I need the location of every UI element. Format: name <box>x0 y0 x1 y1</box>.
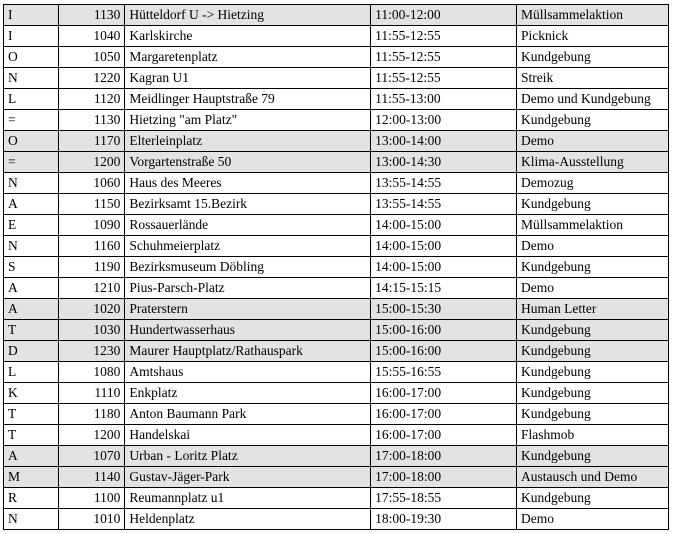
table-row[interactable] <box>4 446 669 467</box>
location-cell[interactable]: Haus des Meeres <box>125 173 371 194</box>
postal-code-cell[interactable]: 1150 <box>59 194 125 215</box>
letter-cell[interactable]: S <box>4 257 59 278</box>
event-schedule-table <box>3 4 669 530</box>
letter-cell[interactable]: N <box>4 509 59 530</box>
time-cell[interactable]: 15:00-16:00 <box>371 320 517 341</box>
postal-code-cell[interactable]: 1060 <box>59 173 125 194</box>
postal-code-cell[interactable]: 1070 <box>59 446 125 467</box>
event-type-cell[interactable]: Flashmob <box>516 425 668 446</box>
location-cell[interactable]: Enkplatz <box>125 383 371 404</box>
time-cell[interactable]: 17:55-18:55 <box>371 488 517 509</box>
time-cell[interactable]: 13:00-14:30 <box>371 152 517 173</box>
postal-code-cell[interactable]: 1120 <box>59 89 125 110</box>
postal-code-cell[interactable]: 1140 <box>59 467 125 488</box>
postal-code-cell[interactable]: 1100 <box>59 488 125 509</box>
letter-cell[interactable]: T <box>4 404 59 425</box>
event-type-cell[interactable]: Demo <box>516 131 668 152</box>
table-row[interactable] <box>4 467 669 488</box>
postal-code-cell[interactable]: 1220 <box>59 68 125 89</box>
table-row[interactable] <box>4 320 669 341</box>
table-row[interactable] <box>4 425 669 446</box>
event-type-cell[interactable]: Kundgebung <box>516 110 668 131</box>
event-type-cell[interactable]: Picknick <box>516 26 668 47</box>
event-type-cell[interactable]: Demo <box>516 509 668 530</box>
table-row[interactable] <box>4 215 669 236</box>
postal-code-cell[interactable]: 1190 <box>59 257 125 278</box>
location-cell[interactable]: Maurer Hauptplatz/Rathauspark <box>125 341 371 362</box>
time-cell[interactable]: 16:00-17:00 <box>371 425 517 446</box>
time-cell[interactable]: 15:00-15:30 <box>371 299 517 320</box>
time-cell[interactable]: 16:00-17:00 <box>371 404 517 425</box>
event-type-cell[interactable]: Kundgebung <box>516 47 668 68</box>
letter-cell[interactable]: T <box>4 320 59 341</box>
letter-cell[interactable]: A <box>4 299 59 320</box>
letter-cell[interactable]: A <box>4 446 59 467</box>
letter-cell[interactable]: K <box>4 383 59 404</box>
time-cell[interactable]: 11:55-12:55 <box>371 68 517 89</box>
location-cell[interactable]: Meidlinger Hauptstraße 79 <box>125 89 371 110</box>
location-cell[interactable]: Amtshaus <box>125 362 371 383</box>
table-row[interactable] <box>4 173 669 194</box>
time-cell[interactable]: 12:00-13:00 <box>371 110 517 131</box>
time-cell[interactable]: 14:00-15:00 <box>371 257 517 278</box>
letter-cell[interactable]: O <box>4 131 59 152</box>
time-cell[interactable]: 14:00-15:00 <box>371 215 517 236</box>
time-cell[interactable]: 11:55-13:00 <box>371 89 517 110</box>
location-cell[interactable]: Bezirksamt 15.Bezirk <box>125 194 371 215</box>
postal-code-cell[interactable]: 1090 <box>59 215 125 236</box>
event-type-cell[interactable]: Human Letter <box>516 299 668 320</box>
time-cell[interactable]: 11:55-12:55 <box>371 47 517 68</box>
time-cell[interactable]: 13:55-14:55 <box>371 194 517 215</box>
time-cell[interactable]: 17:00-18:00 <box>371 446 517 467</box>
table-row[interactable] <box>4 89 669 110</box>
event-type-cell[interactable]: Kundgebung <box>516 320 668 341</box>
event-type-cell[interactable]: Demozug <box>516 173 668 194</box>
location-cell[interactable]: Elterleinplatz <box>125 131 371 152</box>
table-row[interactable] <box>4 404 669 425</box>
letter-cell[interactable]: N <box>4 173 59 194</box>
table-row[interactable] <box>4 152 669 173</box>
time-cell[interactable]: 14:00-15:00 <box>371 236 517 257</box>
letter-cell[interactable]: O <box>4 47 59 68</box>
event-type-cell[interactable]: Kundgebung <box>516 257 668 278</box>
letter-cell[interactable]: L <box>4 89 59 110</box>
location-cell[interactable]: Schuhmeierplatz <box>125 236 371 257</box>
location-cell[interactable]: Gustav-Jäger-Park <box>125 467 371 488</box>
postal-code-cell[interactable]: 1160 <box>59 236 125 257</box>
postal-code-cell[interactable]: 1110 <box>59 383 125 404</box>
event-type-cell[interactable]: Kundgebung <box>516 383 668 404</box>
postal-code-cell[interactable]: 1040 <box>59 26 125 47</box>
event-type-cell[interactable]: Müllsammelaktion <box>516 5 668 26</box>
postal-code-cell[interactable]: 1210 <box>59 278 125 299</box>
event-type-cell[interactable]: Müllsammelaktion <box>516 215 668 236</box>
table-row[interactable] <box>4 299 669 320</box>
letter-cell[interactable]: R <box>4 488 59 509</box>
event-type-cell[interactable]: Demo <box>516 278 668 299</box>
table-row[interactable] <box>4 110 669 131</box>
location-cell[interactable]: Urban - Loritz Platz <box>125 446 371 467</box>
table-body <box>4 5 669 530</box>
time-cell[interactable]: 13:00-14:00 <box>371 131 517 152</box>
postal-code-cell[interactable]: 1130 <box>59 5 125 26</box>
table-row[interactable] <box>4 362 669 383</box>
postal-code-cell[interactable]: 1020 <box>59 299 125 320</box>
letter-cell[interactable]: A <box>4 194 59 215</box>
location-cell[interactable]: Anton Baumann Park <box>125 404 371 425</box>
letter-cell[interactable]: T <box>4 425 59 446</box>
letter-cell[interactable]: E <box>4 215 59 236</box>
location-cell[interactable]: Hietzing "am Platz" <box>125 110 371 131</box>
location-cell[interactable]: Pius-Parsch-Platz <box>125 278 371 299</box>
table-row[interactable] <box>4 488 669 509</box>
postal-code-cell[interactable]: 1130 <box>59 110 125 131</box>
time-cell[interactable]: 15:55-16:55 <box>371 362 517 383</box>
time-cell[interactable]: 15:00-16:00 <box>371 341 517 362</box>
time-cell[interactable]: 11:00-12:00 <box>371 5 517 26</box>
location-cell[interactable]: Karlskirche <box>125 26 371 47</box>
location-cell[interactable]: Handelskai <box>125 425 371 446</box>
postal-code-cell[interactable]: 1200 <box>59 152 125 173</box>
location-cell[interactable]: Margaretenplatz <box>125 47 371 68</box>
event-type-cell[interactable]: Demo <box>516 236 668 257</box>
letter-cell[interactable]: I <box>4 26 59 47</box>
postal-code-cell[interactable]: 1170 <box>59 131 125 152</box>
postal-code-cell[interactable]: 1200 <box>59 425 125 446</box>
location-cell[interactable]: Praterstern <box>125 299 371 320</box>
event-type-cell[interactable]: Klima-Ausstellung <box>516 152 668 173</box>
time-cell[interactable]: 11:55-12:55 <box>371 26 517 47</box>
location-cell[interactable]: Bezirksmuseum Döbling <box>125 257 371 278</box>
event-type-cell[interactable]: Kundgebung <box>516 446 668 467</box>
letter-cell[interactable]: A <box>4 278 59 299</box>
letter-cell[interactable]: L <box>4 362 59 383</box>
table-row[interactable] <box>4 236 669 257</box>
letter-cell[interactable]: I <box>4 5 59 26</box>
time-cell[interactable]: 18:00-19:30 <box>371 509 517 530</box>
letter-cell[interactable]: N <box>4 68 59 89</box>
table-row[interactable] <box>4 341 669 362</box>
letter-cell[interactable]: N <box>4 236 59 257</box>
location-cell[interactable]: Hütteldorf U -> Hietzing <box>125 5 371 26</box>
event-type-cell[interactable]: Kundgebung <box>516 341 668 362</box>
table-row[interactable] <box>4 257 669 278</box>
event-type-cell[interactable]: Kundgebung <box>516 488 668 509</box>
postal-code-cell[interactable]: 1010 <box>59 509 125 530</box>
location-cell[interactable]: Reumannplatz u1 <box>125 488 371 509</box>
table-row[interactable] <box>4 194 669 215</box>
event-type-cell[interactable]: Demo und Kundgebung <box>516 89 668 110</box>
event-type-cell[interactable]: Streik <box>516 68 668 89</box>
postal-code-cell[interactable]: 1080 <box>59 362 125 383</box>
table-row[interactable] <box>4 509 669 530</box>
location-cell[interactable]: Kagran U1 <box>125 68 371 89</box>
table-row[interactable] <box>4 5 669 26</box>
table-row[interactable] <box>4 383 669 404</box>
event-type-cell[interactable]: Kundgebung <box>516 362 668 383</box>
table-row[interactable] <box>4 47 669 68</box>
location-cell[interactable]: Rossauerlände <box>125 215 371 236</box>
location-cell[interactable]: Heldenplatz <box>125 509 371 530</box>
event-type-cell[interactable]: Kundgebung <box>516 404 668 425</box>
event-type-cell[interactable]: Kundgebung <box>516 194 668 215</box>
time-cell[interactable]: 13:55-14:55 <box>371 173 517 194</box>
time-cell[interactable]: 16:00-17:00 <box>371 383 517 404</box>
letter-cell[interactable]: = <box>4 152 59 173</box>
event-type-cell[interactable]: Austausch und Demo <box>516 467 668 488</box>
letter-cell[interactable]: D <box>4 341 59 362</box>
postal-code-cell[interactable]: 1180 <box>59 404 125 425</box>
postal-code-cell[interactable]: 1050 <box>59 47 125 68</box>
location-cell[interactable]: Hundertwasserhaus <box>125 320 371 341</box>
table-row[interactable] <box>4 131 669 152</box>
table-row[interactable] <box>4 278 669 299</box>
letter-cell[interactable]: M <box>4 467 59 488</box>
postal-code-cell[interactable]: 1030 <box>59 320 125 341</box>
table-row[interactable] <box>4 26 669 47</box>
location-cell[interactable]: Vorgartenstraße 50 <box>125 152 371 173</box>
table-row[interactable] <box>4 68 669 89</box>
time-cell[interactable]: 14:15-15:15 <box>371 278 517 299</box>
letter-cell[interactable]: = <box>4 110 59 131</box>
time-cell[interactable]: 17:00-18:00 <box>371 467 517 488</box>
postal-code-cell[interactable]: 1230 <box>59 341 125 362</box>
